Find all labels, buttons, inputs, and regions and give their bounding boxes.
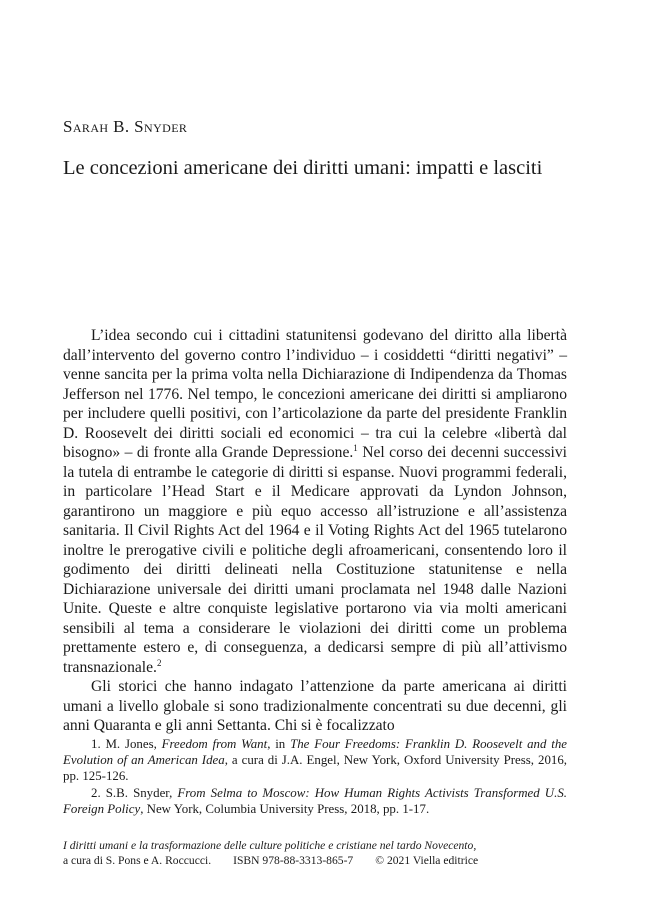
footer-book-title: I diritti umani e la trasformazione delle culture politiche e cristiane nel tardo Novecento, bbox=[63, 839, 477, 852]
footnote-ref-2[interactable]: 2 bbox=[156, 657, 162, 668]
author-initial: S bbox=[63, 117, 73, 136]
footnote-2 bbox=[63, 785, 567, 817]
footnote-1-mid: , in bbox=[267, 737, 291, 751]
author-name bbox=[63, 117, 187, 137]
chapter-title: Le concezioni americane dei diritti umani: impatti e lasciti bbox=[63, 157, 543, 179]
footer-isbn: ISBN 978-88-3313-865-7 bbox=[233, 854, 354, 867]
footnote-1-prefix: 1. M. Jones, bbox=[91, 737, 162, 751]
paragraph-1 bbox=[63, 326, 567, 677]
footnote-2-prefix: 2. S.B. Snyder, bbox=[91, 785, 178, 800]
page-footer bbox=[63, 838, 567, 868]
footer-copyright: © 2021 Viella editrice bbox=[375, 854, 479, 867]
footnote-2-title: From Selma to Moscow: How Human Rights Activists Transformed U.S. Foreign Policy bbox=[63, 785, 567, 816]
author-rest: arah B. Snyder bbox=[72, 117, 188, 136]
footnote-2-suffix: , New York, Columbia University Press, 2018, pp. 1-17. bbox=[140, 801, 430, 816]
footnote-1-title: Freedom from Want bbox=[161, 737, 268, 751]
paragraph-1-part-a: L’idea secondo cui i cittadini statunitensi godevano del diritto alla libertà dall’intervento del governo contro l’individuo – i cosiddetti “diritti negativi” – venne sancita per la prima volta nella Dichiarazione di Indipendenza da Thomas Jefferson nel 1776. Nel tempo, le concezioni americane dei diritti si ampliarono per includere quelli positivi, con l’articolazione da parte del presidente Franklin D. Roosevelt dei diritti sociali ed economici – tra cui la celebre «libertà dal bisogno» – di fronte alla Grande Depressione. bbox=[63, 327, 567, 461]
footer-editors: a cura di S. Pons e A. Roccucci. bbox=[63, 854, 212, 867]
paragraph-1-part-b: Nel corso dei decenni successivi la tutela di entrambe le categorie di diritti si espanse. Nuovi programmi federali, in particolare l’Head Start e il Medicare approvati da Lyndon Johnson, garantirono un maggiore e più equo accesso all’istruzione e all’assistenza sanitaria. Il Civil Rights Act del 1964 e il Voting Rights Act del 1965 tutelarono inoltre le prerogative civili e politiche degli afroamericani, consentendo loro il godimento dei diritti delineati nella Costituzione statunitense e nella Dichiarazione universale dei diritti umani proclamata nel 1948 dalle Nazioni Unite. Queste e altre conquiste legislative portarono via via molti americani sensibili al tema a considerare le violazioni dei diritti come un problema prettamente estero e, di conseguenza, a dedicarsi sempre di più all’attivismo transnazionale. bbox=[63, 444, 567, 676]
footnote-ref-1[interactable]: 1 bbox=[353, 442, 358, 453]
paragraph-2: Gli storici che hanno indagato l’attenzione da parte americana ai diritti umani a livello globale si sono tradizionalmente concentrati su due decenni, gli anni Quaranta e gli anni Settanta. Chi si è focalizzato bbox=[63, 678, 567, 734]
footnote-1 bbox=[63, 736, 567, 785]
footnote-1-suffix: , a cura di J.A. Engel, New York, Oxford University Press, 2016, pp. 125-126. bbox=[63, 753, 567, 784]
footnotes bbox=[63, 736, 567, 817]
footnote-1-book-title: The Four Freedoms: Franklin D. Roosevelt and the Evolution of an American Idea bbox=[63, 737, 567, 768]
footer-publication-info bbox=[63, 853, 567, 868]
body-text bbox=[63, 326, 567, 736]
